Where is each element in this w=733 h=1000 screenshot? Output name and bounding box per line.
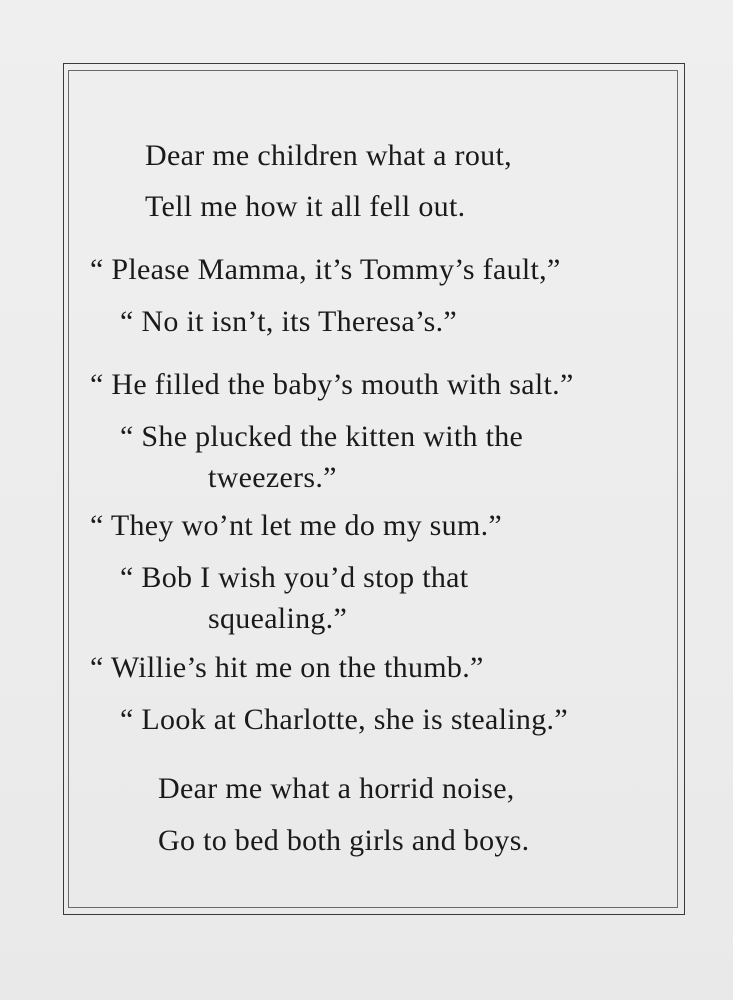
poem-line: “ He filled the baby’s mouth with salt.” [90,368,574,401]
poem-line: “ Willie’s hit me on the thumb.” [90,651,484,684]
poem-line: “ Please Mamma, it’s Tommy’s fault,” [90,253,561,286]
poem-line: “ They wo’nt let me do my sum.” [90,509,502,542]
poem-line: Dear me what a horrid noise, [158,772,515,805]
poem-line: “ Bob I wish you’d stop that [120,561,469,594]
poem-line: squealing.” [208,602,348,635]
poem-line: tweezers.” [208,461,337,494]
poem-line: “ No it isn’t, its Theresa’s.” [120,305,458,338]
poem-line: Tell me how it all fell out. [145,190,466,223]
poem-line: Dear me children what a rout, [145,139,512,172]
poem-line: “ Look at Charlotte, she is stealing.” [120,703,568,736]
poem-line: Go to bed both girls and boys. [158,824,530,857]
poem-line: “ She plucked the kitten with the [120,420,524,453]
